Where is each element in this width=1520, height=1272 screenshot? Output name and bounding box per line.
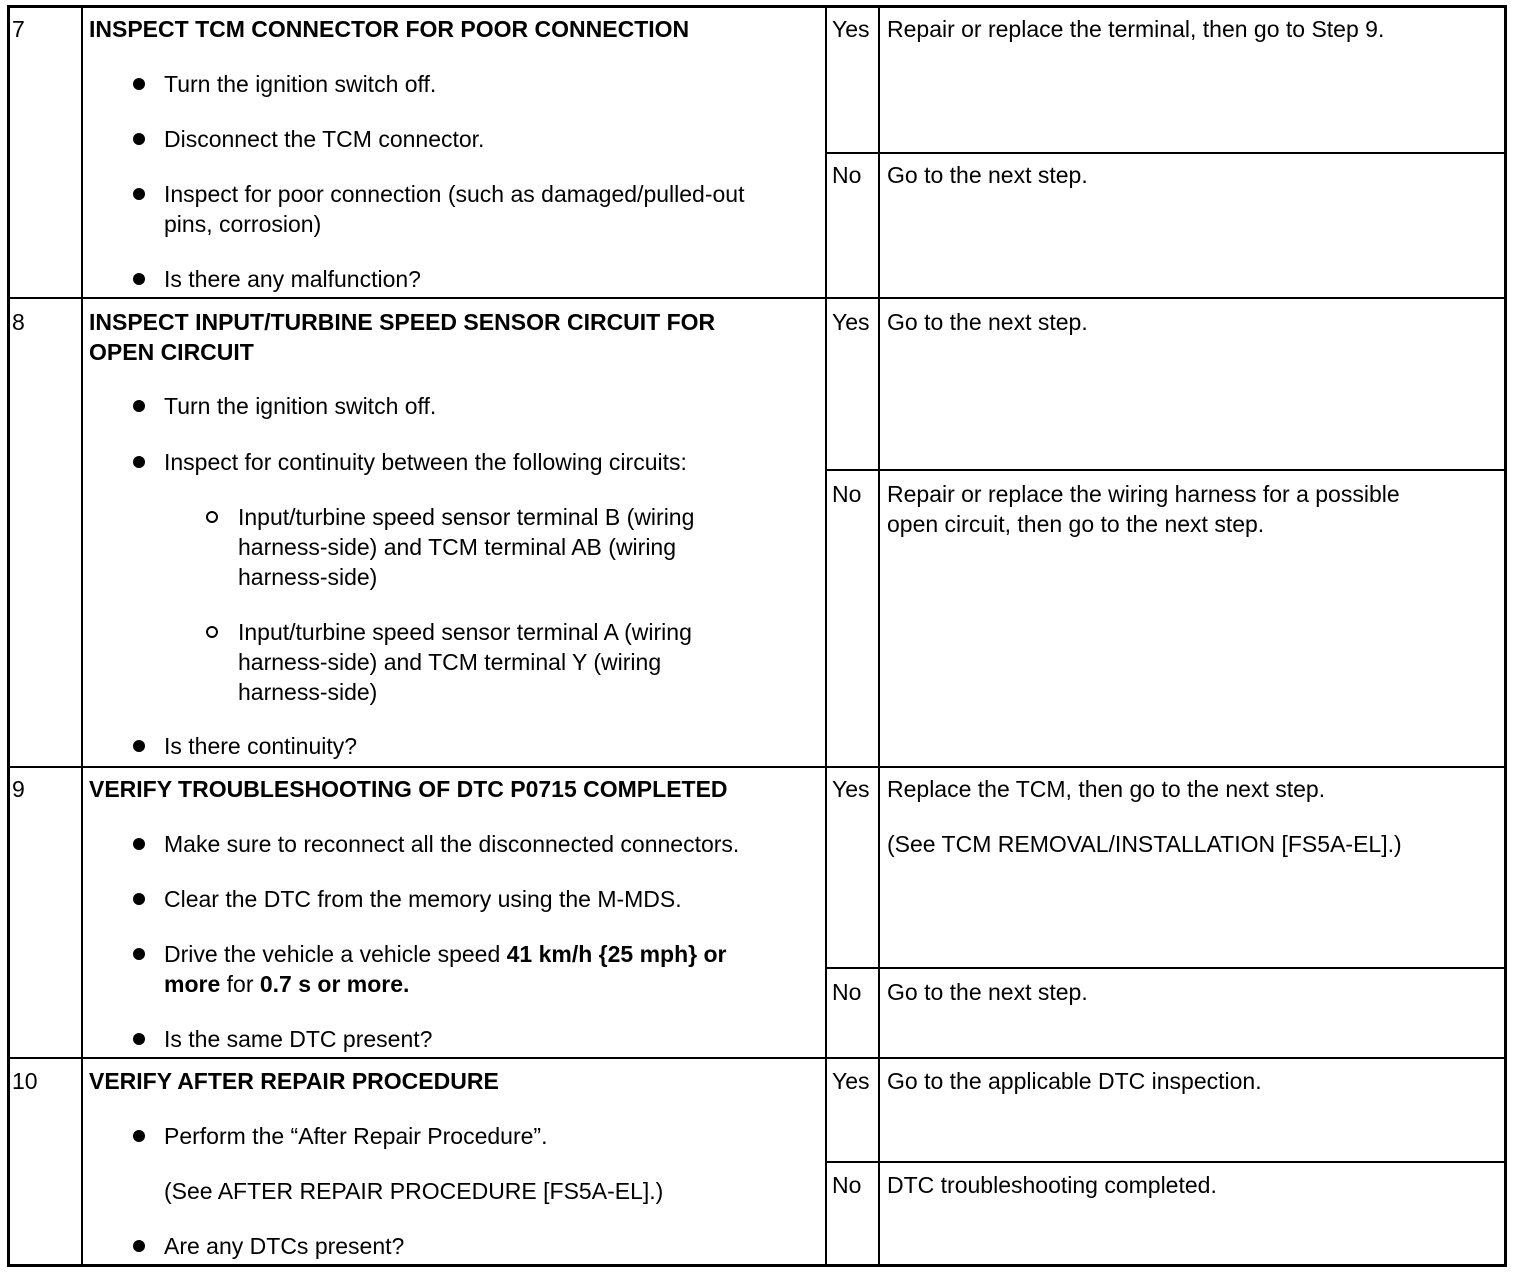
step-subitem-continued: harness-side) and TCM terminal Y (wiring (238, 649, 662, 675)
table-border-bottom (7, 1264, 1507, 1267)
yes-result: Go to the applicable DTC inspection. (887, 1068, 1262, 1094)
no-result: Repair or replace the wiring harness for a possible (887, 481, 1400, 507)
step-item: Is there any malfunction? (164, 266, 421, 292)
column-divider-step (81, 5, 83, 1267)
step-item: Disconnect the TCM connector. (164, 126, 485, 152)
step-item: Are any DTCs present? (164, 1233, 405, 1259)
yes-label: Yes (832, 1068, 870, 1094)
drive-duration: 0.7 s or more. (259, 971, 410, 997)
bullet-icon (133, 133, 145, 145)
no-label: No (832, 1172, 862, 1198)
yes-no-divider-7 (825, 152, 1507, 154)
step-title: VERIFY TROUBLESHOOTING OF DTC P0715 COMPLETED (89, 776, 728, 802)
step-item: Is the same DTC present? (164, 1026, 433, 1052)
row-divider-8-9 (7, 766, 1507, 768)
yes-result: Replace the TCM, then go to the next step. (887, 776, 1326, 802)
bullet-icon (133, 893, 145, 905)
no-label: No (832, 481, 862, 507)
step-item: Turn the ignition switch off. (164, 71, 437, 97)
step-item-drive-continued (164, 969, 409, 999)
sub-bullet-icon (206, 626, 218, 638)
sub-bullet-icon (206, 511, 218, 523)
no-result: Go to the next step. (887, 979, 1088, 1005)
step-number: 8 (12, 309, 25, 335)
table-border-right (1504, 5, 1507, 1267)
no-label: No (832, 979, 862, 1005)
step-item: Make sure to reconnect all the disconnected connectors. (164, 831, 740, 857)
no-result: Go to the next step. (887, 162, 1088, 188)
yes-result: Go to the next step. (887, 309, 1088, 335)
step-subitem-continued: harness-side) (238, 679, 378, 705)
bullet-icon (133, 740, 145, 752)
drive-text: Drive the vehicle a vehicle speed (164, 941, 507, 967)
drive-speed: 41 km/h {25 mph} or (506, 941, 727, 967)
row-divider-7-8 (7, 297, 1507, 299)
column-divider-result (878, 5, 880, 1267)
no-label: No (832, 162, 862, 188)
yes-label: Yes (832, 309, 870, 335)
yes-result: Repair or replace the terminal, then go to Step 9. (887, 16, 1385, 42)
step-subitem: Input/turbine speed sensor terminal B (wiring (238, 504, 695, 530)
step-title: VERIFY AFTER REPAIR PROCEDURE (89, 1068, 499, 1094)
step-item-drive (164, 939, 727, 969)
bullet-icon (133, 78, 145, 90)
drive-text: for (220, 971, 260, 997)
yes-no-divider-10 (825, 1161, 1507, 1163)
table-border-left (7, 5, 10, 1267)
yes-label: Yes (832, 16, 870, 42)
bullet-icon (133, 1240, 145, 1252)
step-subitem: Input/turbine speed sensor terminal A (wiring (238, 619, 692, 645)
no-result-continued: open circuit, then go to the next step. (887, 511, 1265, 537)
step-item: Turn the ignition switch off. (164, 393, 437, 419)
bullet-icon (133, 273, 145, 285)
step-subitem-continued: harness-side) and TCM terminal AB (wiring (238, 534, 677, 560)
yes-no-divider-9 (825, 967, 1507, 969)
column-divider-action (825, 5, 827, 1267)
step-item-reference: (See AFTER REPAIR PROCEDURE [FS5A-EL].) (164, 1178, 664, 1204)
drive-more: more (164, 971, 221, 997)
bullet-icon (133, 1033, 145, 1045)
step-title-continued: OPEN CIRCUIT (89, 339, 254, 365)
bullet-icon (133, 456, 145, 468)
step-title: INSPECT TCM CONNECTOR FOR POOR CONNECTION (89, 16, 690, 42)
no-result: DTC troubleshooting completed. (887, 1172, 1217, 1198)
step-subitem-continued: harness-side) (238, 564, 378, 590)
step-number: 7 (12, 16, 25, 42)
table-border-top (7, 5, 1507, 8)
step-item: Inspect for continuity between the following circuits: (164, 449, 687, 475)
yes-reference: (See TCM REMOVAL/INSTALLATION [FS5A-EL].) (887, 831, 1402, 857)
step-item: Clear the DTC from the memory using the M-MDS. (164, 886, 682, 912)
step-number: 9 (12, 776, 25, 802)
step-item: Inspect for poor connection (such as damaged/pulled-out (164, 181, 745, 207)
step-item: Is there continuity? (164, 733, 358, 759)
step-item: Perform the “After Repair Procedure”. (164, 1123, 548, 1149)
bullet-icon (133, 188, 145, 200)
step-title: INSPECT INPUT/TURBINE SPEED SENSOR CIRCUIT FOR (89, 309, 716, 335)
yes-label: Yes (832, 776, 870, 802)
bullet-icon (133, 400, 145, 412)
bullet-icon (133, 1130, 145, 1142)
row-divider-9-10 (7, 1057, 1507, 1059)
step-number: 10 (12, 1068, 38, 1094)
bullet-icon (133, 838, 145, 850)
bullet-icon (133, 948, 145, 960)
yes-no-divider-8 (825, 469, 1507, 471)
step-item-continued: pins, corrosion) (164, 211, 322, 237)
